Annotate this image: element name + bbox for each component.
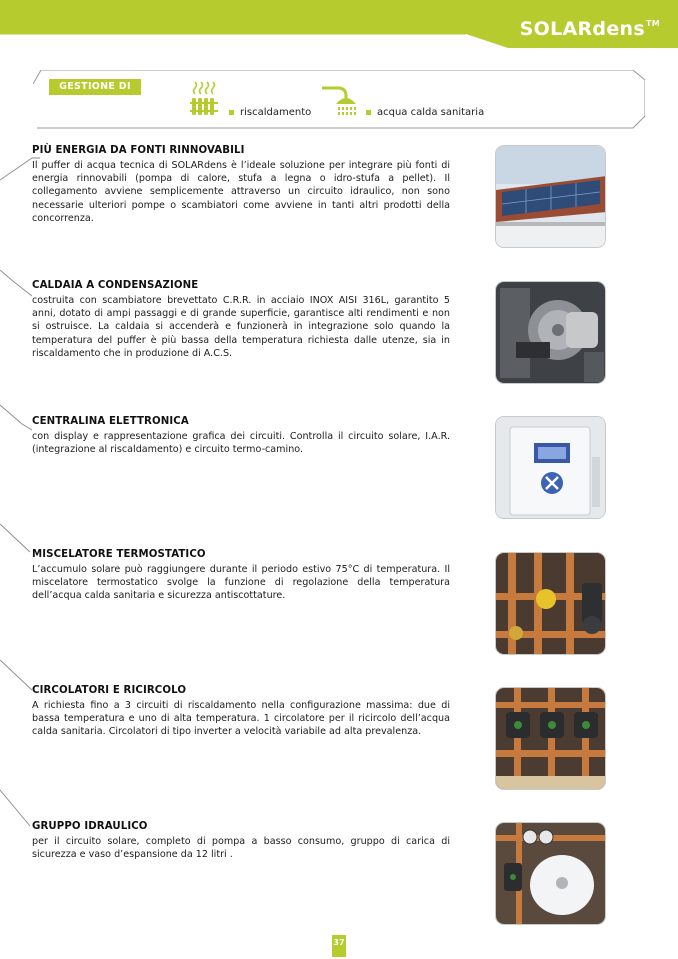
solar-panels-roof-photo bbox=[495, 145, 606, 248]
hydraulic-group-photo bbox=[495, 822, 606, 925]
control-unit-photo bbox=[495, 416, 606, 519]
legend-bullet bbox=[229, 110, 234, 115]
legend-riscaldamento-label: riscaldamento bbox=[240, 107, 312, 118]
legend-riscaldamento bbox=[229, 107, 311, 118]
section-body: L’accumulo solare può raggiungere durante il periodo estivo 75°C di temperatura. Il miscelatore termostatico svolge la funzione di regolazione della temperatura dell’acqua calda sanitaria e sicurezza antiscottature. bbox=[32, 564, 450, 602]
section-body: A richiesta fino a 3 circuiti di riscaldamento nella configurazione massima: due di bassa temperatura e uno di alta temperatura. 1 circolatore per il ricircolo dell’acqua calda sanitaria. Circolatori di tipo inverter a velocità variabile ad alta prevalenza. bbox=[32, 700, 450, 738]
page-number: 37 bbox=[332, 935, 346, 957]
section-title: CALDAIA A CONDENSAZIONE bbox=[32, 280, 199, 291]
legend-acqua bbox=[366, 107, 484, 118]
circulator-pumps-photo bbox=[495, 687, 606, 790]
section-body: Il puffer di acqua tecnica di SOLARdens è l’ideale soluzione per integrare più fonti di energia rinnovabili (pompa di calore, stufa a legna o idro-stufa a pellet). Il collegamento avviene semplicemente attraverso un circuito idraulico, non sono necessarie ulteriori pompe o scambiatori come avviene in tanti altri prodotti della concorrenza. bbox=[32, 160, 450, 224]
legend-bullet bbox=[366, 110, 371, 115]
section-body: costruita con scambiatore brevettato C.R.R. in acciaio INOX AISI 316L, garantito 5 anni, dotato di ampi passaggi e di grande superficie, garantisce alti rendimenti e non si ostruisce. La caldaia si accenderà e funzionerà in integrazione solo quando la temperatura del puffer è più bassa della temperatura richiesta dalle utenze, sia in riscaldamento che in produzione di A.C.S. bbox=[32, 295, 450, 359]
section-body: per il circuito solare, completo di pompa a basso consumo, gruppo di carica di sicurezza e vaso d’espansione da 12 litri . bbox=[32, 836, 450, 861]
brand-title bbox=[520, 18, 660, 40]
legend-acqua-label: acqua calda sanitaria bbox=[377, 107, 485, 118]
brand-name: SOLARdens bbox=[519, 18, 645, 40]
section-title: GRUPPO IDRAULICO bbox=[32, 821, 148, 832]
section-energia-rinnovabile bbox=[32, 145, 450, 225]
side-connector-lines bbox=[0, 0, 40, 959]
section-title: CENTRALINA ELETTRONICA bbox=[32, 416, 189, 427]
section-circolatori bbox=[32, 685, 450, 739]
section-title: MISCELATORE TERMOSTATICO bbox=[32, 549, 206, 560]
shower-icon bbox=[320, 84, 364, 118]
radiator-heat-icon bbox=[190, 80, 220, 116]
section-title: CIRCOLATORI E RICIRCOLO bbox=[32, 685, 187, 696]
thermostatic-mixer-photo bbox=[495, 552, 606, 655]
section-centralina bbox=[32, 416, 450, 456]
section-gruppo-idraulico bbox=[32, 821, 450, 861]
section-body: con display e rappresentazione grafica dei circuiti. Controlla il circuito solare, I.A.R. (integrazione al riscaldamento) e circuito termo-camino. bbox=[32, 431, 450, 456]
section-title: PIÙ ENERGIA DA FONTI RINNOVABILI bbox=[32, 145, 245, 156]
boiler-burner-photo bbox=[495, 281, 606, 384]
gestione-label: GESTIONE DI bbox=[49, 79, 141, 95]
brand-trademark: TM bbox=[645, 19, 660, 28]
section-miscelatore bbox=[32, 549, 450, 603]
section-caldaia bbox=[32, 280, 450, 360]
